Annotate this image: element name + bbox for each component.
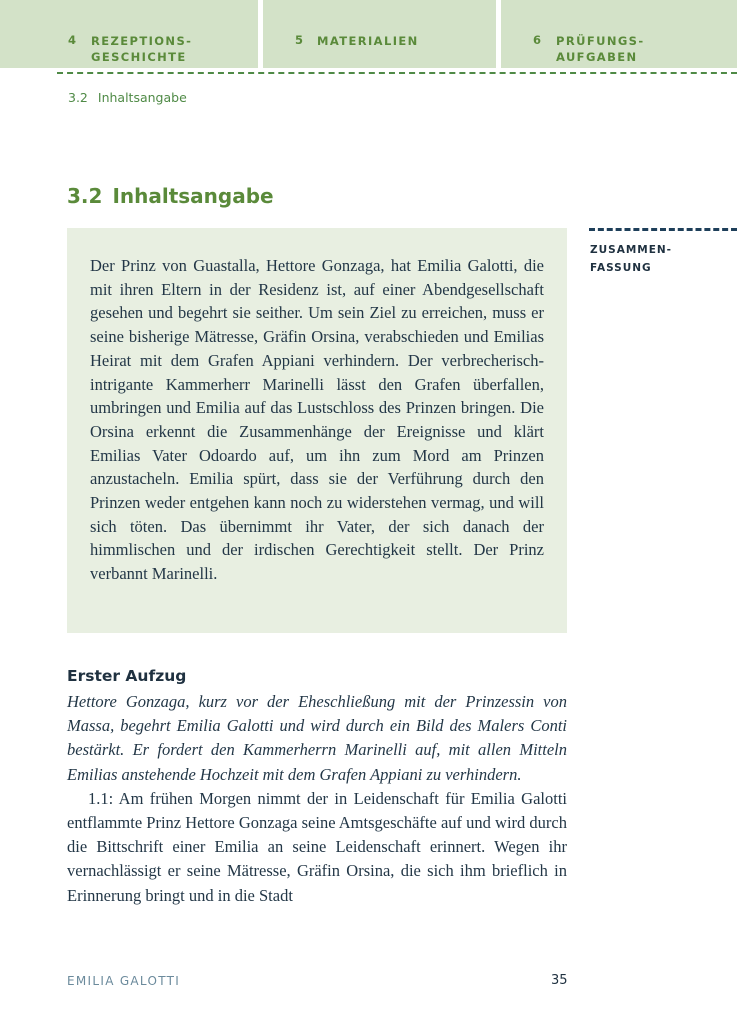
- summary-text: Der Prinz von Guastalla, Hettore Gonzaga, hat Emilia Galotti, die mit ihren Eltern in der Residenz ist, auf einer Abendgesellschaft gesehen und begehrt sie seither. Um sein Ziel zu erreichen, muss er seine bisherige Mätresse, Gräfin Orsina, verabschieden und Emilias Heirat mit dem Grafen Appiani verhindern. Der verbrecherisch-intrigante Kammerherr Marinelli lässt den Grafen überfallen, umbringen und Emilia auf das Lustschloss des Prinzen bringen. Die Orsina erkennt die Zusammenhänge der Ereignisse und klärt Emilias Vater Odoardo auf, um ihn zum Mord am Prinzen anzustacheln. Emilia spürt, dass sie der Verführung durch den Prinzen weder entgehen kann noch zu widerstehen vermag, und will sich töten. Das übernimmt ihr Vater, der sich danach der himmlischen und der irdischen Gerechtigkeit stellt. Der Prinz verbannt Marinelli.: [90, 256, 544, 584]
- tab-label: REZEPTIONS- GESCHICHTE: [91, 34, 193, 64]
- footer-title: EMILIA GALOTTI: [67, 974, 181, 988]
- running-head: 3.2 Inhaltsangabe: [68, 90, 187, 105]
- tab-label: MATERIALIEN: [317, 34, 419, 48]
- chapter-tabs: [0, 0, 737, 70]
- act-intro: Hettore Gonzaga, kurz vor der Eheschließung mit der Prinzessin von Massa, begehrt Emilia Galotti und wird durch ein Bild des Malers Conti bestärkt. Er fordert den Kammerherrn Marinelli auf, mit allen Mitteln Emilias anstehende Hochzeit mit dem Grafen Appiani zu verhindern.: [67, 692, 567, 784]
- page-number: 35: [551, 973, 568, 988]
- tab-number: 4: [68, 33, 78, 47]
- scene-paragraph: 1.1: Am frühen Morgen nimmt der in Leidenschaft für Emilia Galotti entflammte Prinz Hettore Gonzaga seine Amtsgeschäfte auf und wird durch die Bittschrift einer Emilia an seine Leidenschaft erinnert. Wegen ihr vernachlässigt er seine Mätresse, Gräfin Orsina, die sich ihm brieflich in Erinnerung bringt und in die Stadt: [67, 788, 567, 905]
- sidebar-divider: [589, 228, 737, 231]
- tab-pruefungsaufgaben[interactable]: [501, 0, 737, 68]
- header-divider: [57, 72, 737, 74]
- body-text: [67, 690, 567, 908]
- tab-materialien[interactable]: [263, 0, 496, 68]
- tab-number: 5: [295, 33, 305, 47]
- tab-rezeptionsgeschichte[interactable]: [0, 0, 258, 68]
- section-title: 3.2 Inhaltsangabe: [67, 184, 274, 208]
- summary-box: [67, 228, 567, 633]
- margin-label: ZUSAMMEN- FASSUNG: [590, 244, 673, 274]
- tab-label: PRÜFUNGS- AUFGABEN: [556, 34, 645, 64]
- act-heading: Erster Aufzug: [67, 667, 187, 685]
- tab-number: 6: [533, 33, 543, 47]
